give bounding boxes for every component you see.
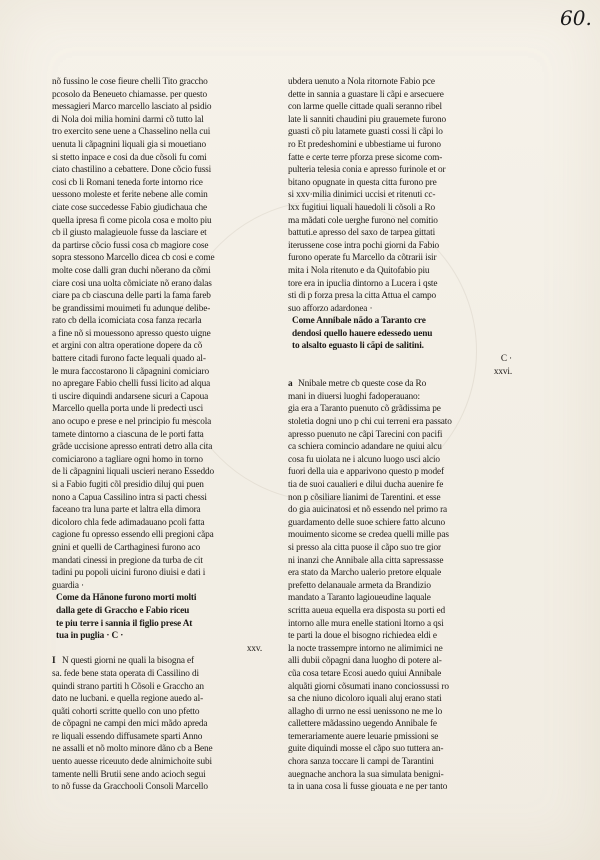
text-line: ta in uana cosa li fusse giouata e ne per tanto <box>288 782 448 793</box>
text-line: I N questi giorni ne quali la bisogna ef <box>52 656 194 667</box>
text-line: la nocte trassempre intorno ne alimimici ne <box>288 643 443 654</box>
drop-initial: a <box>288 379 293 390</box>
text-line: con larme quelle cittade quali seranno ribel <box>288 102 442 113</box>
text-line: quella ipresa fi come picola cosa e molto piu <box>52 215 212 226</box>
text-line: cosa fu uiolata ne i alcuno luogo usci alcio <box>288 454 440 465</box>
text-line: dicoloro chla fede adimadauano pcoli fatta <box>52 517 205 528</box>
text-line: re liquali essendo diffusamete sparti Anno <box>52 731 203 742</box>
text-line: battuti.e apresso del saxo de tarpea gittati <box>288 228 436 239</box>
right-text-column <box>288 76 524 794</box>
text-line: alli dubii cõpagni dana luogho di potere al- <box>288 656 442 667</box>
text-line: Come Annibale nãdo a Taranto cre <box>292 316 426 327</box>
text-line: le mura faccostarono li cãpagnini comiciaro <box>52 366 209 377</box>
text-line: sa che niuno dicoloro iquali aluj erano stati <box>288 694 442 705</box>
text-line: non p cõsiliare lianimi de Tarentini. et esse <box>288 492 441 503</box>
text-line: tadini pu popoli uicini furono diuisi e dati i <box>52 568 206 579</box>
text-line: sopra stessono Marcello dicea cb cosi e come <box>52 253 215 264</box>
left-text-column <box>52 76 274 794</box>
text-line: mouimento sicome se credea quelli mille pas <box>288 530 449 541</box>
right-chapter-number: xxvi. <box>493 366 512 377</box>
text-line: ro Et predeshomini e ubbestiame ui furono <box>288 139 441 150</box>
text-line: scritta aueua equella era disposta su porti ed <box>288 605 446 616</box>
text-line: fatte e certe terre pforza prese sicome com- <box>288 152 443 163</box>
text-line: gia era a Taranto puenuto cõ grãdissima pe <box>288 404 441 415</box>
text-line: tore era in ipuclia dintorno a Lucera i qste <box>288 278 438 289</box>
text-line: allagho di urrno ne essi uenissono ne me lo <box>288 706 443 717</box>
text-line: a Nnibale metre cb queste cose da Ro <box>288 379 427 390</box>
text-line: grãde uccisione apresso entrati detro alla cita <box>52 442 213 453</box>
text-line: do gia auicinatosi et nõ essendo nel primo ra <box>288 505 448 516</box>
text-line: apresso puenuto ne cãpi Tarecini con pacifi <box>288 429 443 440</box>
right-chapter-letter: C · <box>500 354 512 365</box>
text-line: tia de suoi caualieri e dilui ducha auenire fe <box>288 480 444 490</box>
text-line: de cõpagni ne campi den mici mãdo apreda <box>52 719 208 730</box>
text-line: mita i Nola ritenuto e da Quitofabio piu <box>288 265 430 276</box>
text-line: ne assalli et nõ molto minore dãno cb a Bene <box>52 744 213 755</box>
text-line: faceano tra luna parte et laltra ella dimora <box>52 505 201 516</box>
right-paragraph-1 <box>288 76 524 315</box>
text-line: temerariamente auere leuarie pmissioni se <box>288 731 439 742</box>
folio-number: 60. <box>560 6 592 30</box>
text-line: sti di p forza presa la citta Attua el campo <box>288 291 437 302</box>
text-line: si stetto inpace e cosi da due cõsoli fu comi <box>52 152 207 163</box>
text-line: ubdera uenuto a Nola ritornote Fabio pce <box>288 77 435 87</box>
text-line: quindi strano partiti h Cõsoli e Graccho an <box>52 681 204 692</box>
text-line: te parti la doue el bisogno richiedea eldi e <box>288 631 437 642</box>
left-paragraph-1 <box>52 76 274 592</box>
text-line: cũa cosa tetare Ecosi auedo quiui Annibale <box>288 668 442 679</box>
text-line: ciate cose succedesse Fabio giudichaua che <box>52 202 208 213</box>
text-line: ni inanzi che Annibale alla citta sapressasse <box>288 555 444 566</box>
text-line: stoletia dogni uno p chi cui terreni era passato <box>288 417 452 428</box>
text-line: to alsalto eguasto li cãpi de salitini. <box>292 341 424 352</box>
text-line: Come da Hãnone furono morti molti <box>56 593 197 604</box>
text-line: iterussene cose intra pochi giorni da Fabio <box>288 240 440 251</box>
text-line: gnini et quelli de Carthaginesi furono aco <box>52 542 201 553</box>
text-line: cb il giusto malagieuole fusse da lasciare et <box>52 228 207 239</box>
text-line: ti uscire diquindi andarsene sicuri a Capoua <box>52 391 209 402</box>
text-line: si xxv·milia dinimici uccisi et ritenuti cc- <box>288 190 436 201</box>
text-line: tro exercito sene uene a Chasselino nella cui <box>52 127 211 138</box>
text-line: dalla gete di Graccho e Fabio riceu <box>56 605 190 616</box>
text-line: fuori della uia e apparivono questo p modef <box>288 467 444 478</box>
text-line: mandati cinessi in pregione da turba de cit <box>52 555 203 566</box>
text-line: messagieri Marco marcello lasciato al psidio <box>52 102 212 113</box>
text-line: da partirse cõcio fussi cosa cb magiore cose <box>52 240 209 251</box>
text-line: cosi cb li Romani teneda forte intorno rice <box>52 177 203 188</box>
text-line: si a Fabio fugiti cõl presidio diluj qui puen <box>52 480 204 490</box>
text-line: mandato a Taranto lagioueudine laquale <box>288 593 431 604</box>
text-line: ciato chastilino a cebattere. Done cõcio fussi <box>52 165 212 176</box>
left-chapter-heading <box>52 592 274 642</box>
text-line: no apregare Fabio chelli fussi licito ad alqua <box>52 379 211 390</box>
text-line: late li sanniti chaudini piu grauemete furono <box>288 114 446 125</box>
text-line: intorno alle mura enelle stationi ltorno a qsi <box>288 618 444 629</box>
text-line: te piu terre i sannia il figlio prese At <box>56 618 193 629</box>
text-line: uento auesse riceuuto dede alnimichoite subi <box>52 757 212 768</box>
text-line: tamente nelli Brutii sene ando acioch segui <box>52 769 206 780</box>
text-line: chora sanza toccare li campi de Tarantini <box>288 757 434 768</box>
text-line: tamete dintorno a ciascuna de le porti fatta <box>52 429 204 440</box>
text-line: Marcello quella porta unde li predecti usci <box>52 404 204 415</box>
text-line: a fine nõ si mouessono apresso questo uigne <box>52 328 211 339</box>
text-line: suo afforzo adardonea · <box>288 303 373 314</box>
text-line: ciare cosi una uolta cõmiciate nõ erano dalas <box>52 278 212 289</box>
text-line: bitano opugnate in questa citta furono pre <box>288 177 437 188</box>
text-line: mani in diuersi luoghi fadoperauano: <box>288 391 420 402</box>
right-paragraph-2 <box>288 378 524 794</box>
text-line: ca schiera comincio adandare ne quiui alcu <box>288 442 442 453</box>
text-line: guardamento delle suoe schiere fatto alcuno <box>288 517 445 528</box>
text-line: alquãti giorni cõsumati inano conciossussi ro <box>288 681 449 692</box>
text-line: pulteria telesia conia e apresso furinole et or <box>288 165 446 176</box>
text-line: guite diquindi mosse el cãpo suo tuttera an- <box>288 744 444 755</box>
text-line: uenuta li cãpagnini liquali gia si mouetiano <box>52 139 206 150</box>
text-line: ma mãdati cole uerghe furono nel comitio <box>288 215 438 226</box>
text-line: prefetto delanauale armeta da Brandizio <box>288 580 431 591</box>
text-line: be grandissimi mouimeti fu adunque delibe- <box>52 303 211 314</box>
text-line: rato cb della icomiciata cosa fanza recarla <box>52 316 202 327</box>
text-line: uessono moleste et ferite nebene alle comin <box>52 190 208 201</box>
drop-initial: I <box>52 656 56 667</box>
text-line: era stato da Marcho ualerio pretore elquale <box>288 568 442 579</box>
text-line: molte cose dalli gran duchi nõerano da cõmi <box>52 265 211 276</box>
left-chapter-number: xxv. <box>246 643 262 654</box>
text-line: di Nola doi milia homini darmi cõ tutto lal <box>52 114 204 125</box>
text-line: sa. fede bene stata operata di Cassilino di <box>52 668 199 679</box>
text-line: de li cãpagnini liquali uscieri nerano Esseddo <box>52 467 214 478</box>
text-line: si presso ala citta puose il cãpo suo tre gior <box>288 542 441 553</box>
text-line: nõ fussino le cose fieure chelli Tito graccho <box>52 77 208 87</box>
text-line: ciare pa cb ciascuna delle parti la fama fareb <box>52 291 211 302</box>
left-paragraph-2 <box>52 655 274 794</box>
text-line: guardia · <box>52 580 84 591</box>
text-line: to nõ fusse da Gracchooli Consoli Marcello <box>52 782 208 793</box>
text-line: tua in puglia · C · <box>56 631 124 642</box>
text-line: nono a Capua Cassilino intra si pacti chessi <box>52 492 207 503</box>
text-line: dendosi quello hauere edessedo uenu <box>292 328 433 339</box>
right-chapter-heading <box>288 315 524 353</box>
text-line: ano ocupo e prese e nel principio fu mescola <box>52 417 212 428</box>
text-line: dato ne lucbani. e quella regione auedo al- <box>52 694 204 705</box>
text-line: guasti cõ piu latamete guasti cossi li cãpi lo <box>288 127 443 138</box>
text-line: furono operate fu Marcello da cõtrarii isir <box>288 253 437 264</box>
text-line: cagione fu opresso essendo elli pregioni cãpa <box>52 530 214 541</box>
text-line: callettere mãdassino uegendo Annibale fe <box>288 719 437 730</box>
text-line: pcosolo da Beneueto chiamasse. per questo <box>52 89 207 100</box>
text-line: lxx fugitiui liquali hauedoli li cõsoli a Ro <box>288 202 436 213</box>
text-line: comiciarono a tagliare ogni homo in torno <box>52 454 203 465</box>
text-line: et argini con altra operatione dopere da cõ <box>52 341 203 352</box>
text-line: dette in sannia a guastare li cãpi e arsecuere <box>288 89 444 100</box>
text-line: battere citadi furono facte lequali quado al- <box>52 354 206 365</box>
text-line: auegnache anchora la sua simulata benigni- <box>288 769 444 780</box>
text-line: quãti cohorti scritte quello con uno pfetto <box>52 706 200 717</box>
